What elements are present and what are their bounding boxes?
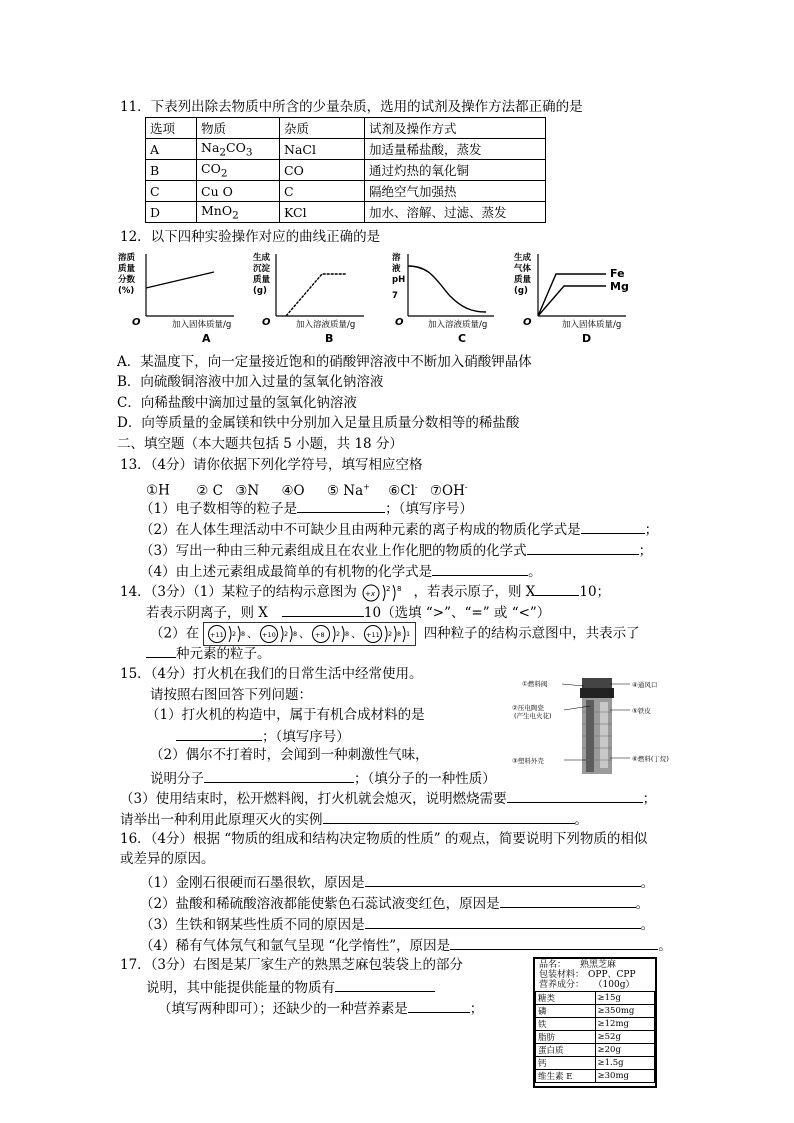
svg-text:8: 8 (397, 584, 402, 593)
graph-c-curve (408, 266, 486, 312)
q13-symbols (146, 478, 468, 500)
graph-b-ylabel-4: (g) (253, 286, 267, 296)
atom-diagram-ne (261, 626, 298, 643)
q12-option-b: B．向硫酸铜溶液中加入过量的氢氧化钠溶液 (117, 374, 384, 390)
answer-blank[interactable] (450, 935, 658, 950)
cell-method: 隔绝空气加强热 (365, 181, 546, 202)
cell-method: 加适量稀盐酸，蒸发 (365, 139, 546, 160)
graph-b-origin: O (262, 317, 271, 328)
q12-stem: 12．以下四种实验操作对应的曲线正确的是 (120, 229, 381, 245)
cell-option: C (146, 181, 197, 202)
q11-stem: 11．下表列出除去物质中所含的少量杂质，选用的试剂及操作方法都正确的是 (120, 99, 583, 115)
graph-b-curve (286, 274, 346, 316)
svg-text:、: 、 (247, 627, 259, 640)
symbol-c: ② C (196, 482, 223, 499)
table-row: 维生素 E ≥30mg (536, 1070, 655, 1083)
graph-d-series-fe (538, 274, 606, 316)
q16-part1: （1）金刚石很硬而石墨很软，原因是 。 (140, 872, 654, 892)
graph-d-origin: O (523, 317, 532, 328)
graph-c-origin: O (395, 317, 404, 328)
q17-line1: 17．（3分）右图是某厂家生产的熟黑芝麻包装袋上的部分 (120, 957, 464, 973)
cell-substance: MnO$_2$ (197, 202, 280, 223)
q15-line1: 15．（4分）打火机在我们的日常生活中经常使用。 (120, 666, 423, 682)
graph-d-xlabel: 加入固体质量/g (562, 320, 622, 330)
answer-blank[interactable] (527, 540, 639, 555)
graph-a-ylabel-3: 分数 (118, 275, 136, 285)
svg-text:2: 2 (386, 584, 391, 593)
graph-b-xlabel: 加入溶液质量/g (296, 320, 356, 330)
lighter-label-1: ①燃料阀 (522, 680, 548, 688)
q13-part1: （1）电子数相等的粒子是 ；（填写序号） (140, 498, 473, 518)
q13-part4: （4）由上述元素组成最简单的有机物的化学式是 。 (140, 561, 542, 581)
q12-option-a: A．某温度下，向一定量接近饱和的硝酸钾溶液中不断加入硝酸钾晶体 (117, 354, 532, 370)
cell-impurity: CO (280, 160, 365, 181)
answer-blank[interactable] (204, 768, 354, 783)
graph-c-ylabel-2: 液 (392, 264, 401, 274)
lighter-label-6: ⑥燃料(丁烷) (632, 755, 669, 763)
atom-diagram-x (361, 582, 409, 604)
svg-text:8: 8 (241, 630, 246, 638)
table-row (146, 139, 546, 160)
svg-text:8: 8 (293, 630, 298, 638)
cell-method: 加水、溶解、过滤、蒸发 (365, 202, 546, 223)
q15-line8: 请举出一种利用此原理灭火的实例 。 (120, 809, 588, 829)
cell-impurity: KCl (280, 202, 365, 223)
symbol-cl: ⑥Cl- (388, 482, 418, 499)
q15-line4: ；（填写序号） (176, 726, 350, 746)
svg-text:2: 2 (284, 630, 289, 638)
answer-blank[interactable] (176, 726, 262, 741)
graph-a-ylabel-1: 溶质 (118, 253, 136, 263)
label-nutrition-heading: 营养成分： （100g） (539, 980, 635, 990)
nutrition-label (533, 957, 657, 1088)
symbol-na: ⑤ Na+ (326, 482, 370, 499)
answer-blank[interactable] (500, 893, 636, 908)
graph-c-letter: C (458, 332, 467, 345)
lighter-label-5: ⑤铁皮 (632, 707, 651, 715)
symbol-h: ①H (146, 482, 170, 499)
svg-text:+11: +11 (210, 631, 225, 639)
cell-impurity: NaCl (280, 139, 365, 160)
q15-line6: 说明分子 ；（填分子的一种性质） (150, 768, 496, 788)
svg-text:+11: +11 (366, 631, 381, 639)
table-row: 糖类 ≥15g (536, 992, 655, 1005)
atom-diagram-na-atom (365, 626, 411, 643)
table-row: 钙 ≥1.5g (536, 1057, 655, 1070)
cell-option: D (146, 202, 197, 223)
svg-text:8: 8 (345, 630, 350, 638)
graph-b-letter: B (325, 332, 334, 345)
lighter-label-3: ③塑料外壳 (512, 757, 544, 765)
q14-line4: 种元素的粒子。 (146, 643, 271, 663)
graph-d-ylabel-3: 质量 (514, 275, 532, 285)
q16-line2: 或差异的原因。 (120, 851, 215, 867)
q17-line3: （填写两种即可）；还缺少的一种营养素是 ； (158, 998, 483, 1018)
lighter-label-4: ④通风口 (632, 681, 658, 689)
table-row: 脂肪 ≥52g (536, 1031, 655, 1044)
lighter-figure (510, 672, 685, 780)
graph-a-xlabel: 加入固体质量/g (172, 320, 232, 330)
cell-impurity: C (280, 181, 365, 202)
graph-d-legend-fe: Fe (610, 267, 625, 280)
svg-text:+10: +10 (262, 631, 277, 639)
svg-text:+8: +8 (315, 631, 325, 639)
nutrition-table (535, 991, 655, 1083)
graph-a-curve (146, 272, 214, 288)
graph-d-ylabel-4: (g) (514, 286, 528, 296)
symbol-oh: ⑦OH- (429, 482, 468, 499)
cell-substance: $Na_2CO_3$ (197, 139, 280, 160)
q15-line5: （2）偶尔不打着时，会闻到一种刺激性气味， (150, 747, 429, 763)
symbol-o: ④O (281, 482, 305, 499)
graph-a-origin: O (132, 317, 141, 328)
section-heading: 二、填空题（本大题共包括 5 小题，共 18 分） (117, 436, 403, 452)
q15-line7: （3）使用结束时，松开燃料阀，打火机就会熄灭，说明燃烧需要 ； (120, 788, 656, 808)
label-product: 品名： 熟黑芝麻 (539, 960, 617, 970)
answer-blank[interactable] (432, 561, 528, 576)
q15-line3: （1）打火机的构造中，属于有机合成材料的是 (146, 707, 425, 723)
svg-text:2: 2 (336, 630, 341, 638)
atom-diagram-na (209, 626, 246, 643)
graph-d-ylabel-2: 气体 (514, 264, 532, 274)
svg-text:2: 2 (388, 630, 393, 638)
header-impurity: 杂质 (280, 118, 365, 139)
table-row: 铁 ≥12mg (536, 1018, 655, 1031)
answer-blank[interactable] (335, 977, 435, 992)
svg-text:+x: +x (365, 589, 376, 598)
answer-blank[interactable] (581, 519, 645, 534)
answer-blank[interactable] (146, 643, 176, 658)
graph-c-xlabel: 加入溶液质量/g (428, 320, 488, 330)
graph-d-legend-mg: Mg (610, 280, 629, 293)
header-option: 选项 (146, 118, 197, 139)
q16-part3: （3）生铁和钢某些性质不同的原因是 。 (140, 914, 654, 934)
q14-line1: 14．（3分）（1）某粒子的结构示意图为 +x 2 8 ，若表示原子，则 X 10； (120, 581, 610, 604)
header-substance: 物质 (197, 118, 280, 139)
graph-c-ylabel-3: pH (392, 275, 406, 285)
label-packaging: 包装材料： OPP、CPP (539, 970, 636, 980)
graph-d-ylabel-1: 生成 (514, 253, 532, 263)
q12-graphs (110, 250, 670, 348)
table-header-row (146, 118, 546, 139)
q16-part4: （4）稀有气体氖气和氩气呈现 “化学惰性”，原因是 。 (140, 935, 672, 955)
cell-substance: Cu O (197, 181, 280, 202)
q13-part3: （3）写出一种由三种元素组成且在农业上作化肥的物质的化学式 ； (140, 540, 652, 560)
answer-blank[interactable] (408, 998, 470, 1013)
table-row (146, 160, 546, 181)
cell-option: A (146, 139, 197, 160)
answer-blank[interactable] (365, 872, 641, 887)
svg-text:、: 、 (351, 627, 363, 640)
answer-blank[interactable] (507, 788, 643, 803)
q16-line1: 16．（4分）根据 “物质的组成和结构决定物质的性质” 的观点，简要说明下列物质的相似 (120, 831, 648, 847)
answer-blank[interactable] (297, 498, 385, 513)
lighter-label-2b: (产生电火花) (514, 712, 552, 720)
svg-text:1: 1 (406, 630, 411, 638)
graph-a-letter: A (202, 332, 211, 345)
graph-a-ylabel-4: (%) (118, 286, 135, 296)
q12-option-c: C．向稀盐酸中滴加过量的氢氧化钠溶液 (117, 395, 357, 411)
symbol-n: ③N (235, 482, 260, 499)
svg-text:、: 、 (299, 627, 311, 640)
table-row: 磷 ≥350mg (536, 1005, 655, 1018)
answer-blank[interactable] (535, 581, 579, 596)
graph-c-ylabel-4: 7 (392, 291, 398, 301)
q15-line2: 请按照右图回答下列问题： (150, 687, 312, 703)
table-row (146, 202, 546, 223)
answer-blank[interactable] (282, 602, 364, 617)
graph-b-ylabel-2: 沉淀 (253, 264, 271, 274)
cell-option: B (146, 160, 197, 181)
cell-method: 通过灼热的氧化铜 (365, 160, 546, 181)
svg-text:8: 8 (397, 630, 402, 638)
q14-line2: 若表示阴离子，则 X 10（选填 “>”、“=” 或 “<”） (146, 602, 550, 622)
lighter-label-2a: ②压电陶瓷 (512, 704, 544, 712)
graph-d (514, 252, 629, 345)
answer-blank[interactable] (323, 809, 575, 824)
q13-stem: 13．（4分）请你依据下列化学符号，填写相应空格 (120, 457, 423, 473)
graph-b-ylabel-3: 质量 (253, 275, 271, 285)
atom-diagram-o (313, 626, 350, 643)
q12-option-d: D．向等质量的金属镁和铁中分别加入足量且质量分数相等的稀盐酸 (117, 415, 520, 431)
graph-c (392, 252, 494, 345)
q14-line3: （2）在 +11 2 8 、 +10 2 8 、 +8 2 8 、 +11 2 8 1 四种粒子的结构示意图中，共表示了 (150, 622, 640, 646)
table-row: 蛋白质 ≥20g (536, 1044, 655, 1057)
q13-part2: （2）在人体生理活动中不可缺少且由两种元素的离子构成的物质化学式是 ； (140, 519, 658, 539)
graph-a-ylabel-2: 质量 (118, 264, 136, 274)
graph-c-ylabel-1: 溶 (392, 253, 401, 263)
header-method: 试剂及操作方式 (365, 118, 546, 139)
q11-table (145, 117, 546, 223)
graph-b (253, 252, 364, 345)
graph-d-letter: D (582, 332, 592, 345)
answer-blank[interactable] (365, 914, 641, 929)
graph-a (117, 252, 234, 345)
graph-b-ylabel-1: 生成 (253, 253, 271, 263)
svg-text:2: 2 (232, 630, 237, 638)
table-row (146, 181, 546, 202)
q17-line2: 说明，其中能提供能量的物质有 (146, 977, 435, 997)
cell-substance: $CO_2$ (197, 160, 280, 181)
q16-part2: （2）盐酸和稀硫酸溶液都能使紫色石蕊试液变红色，原因是 。 (140, 893, 649, 913)
